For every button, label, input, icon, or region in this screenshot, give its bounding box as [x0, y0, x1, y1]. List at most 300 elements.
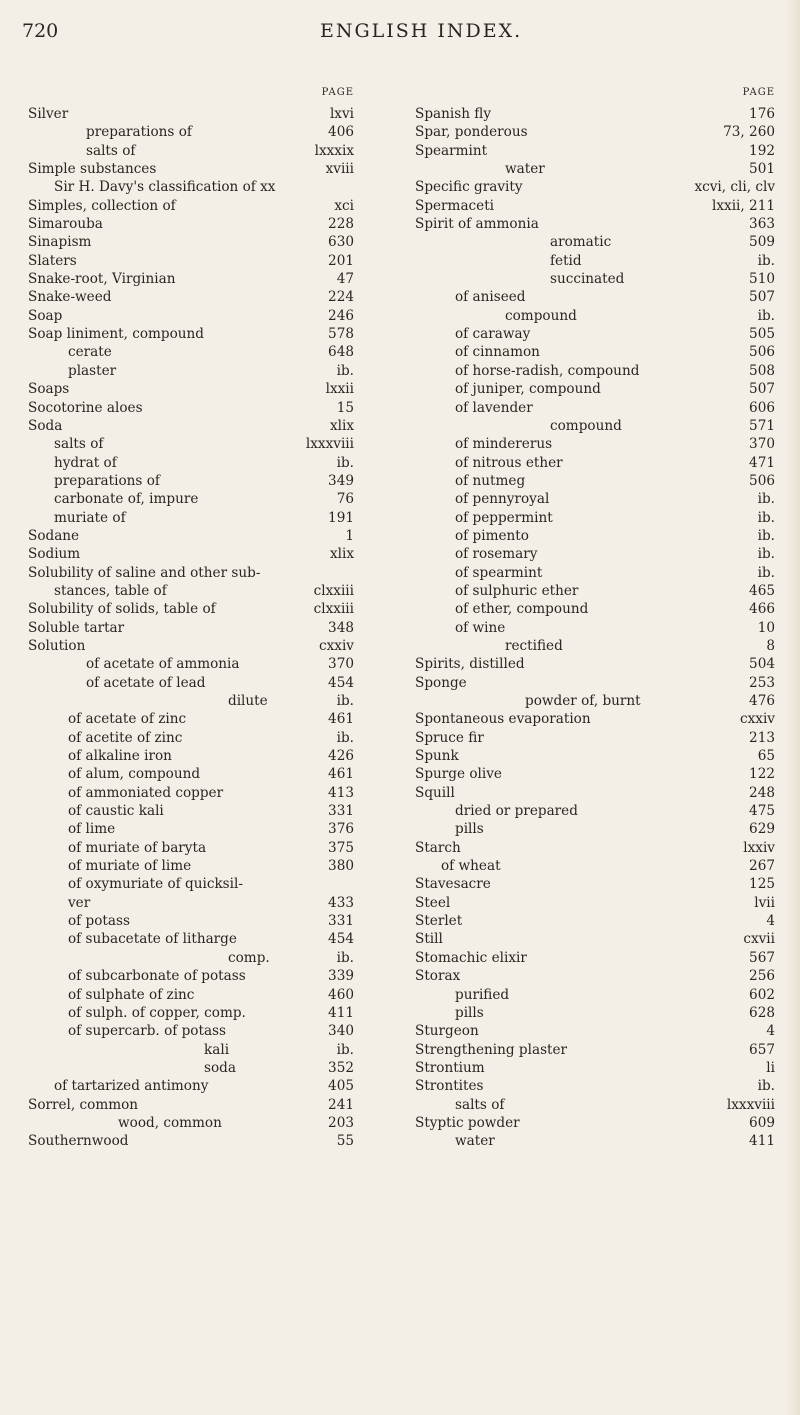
entry-page-ref: lxxxviii	[726, 1096, 775, 1113]
index-entry	[415, 233, 775, 251]
entry-page-ref: 176	[749, 106, 775, 122]
entry-page-ref: 411	[749, 1133, 775, 1150]
entry-term: of potass	[68, 913, 130, 930]
entry-term: Sodane	[28, 527, 80, 544]
entry-term: powder of, burnt	[525, 693, 641, 709]
entry-term: of spearmint	[455, 564, 543, 581]
entry-term: Storax	[415, 968, 461, 985]
entry-term: Sturgeon	[415, 1023, 479, 1040]
entry-term: Slaters	[28, 252, 77, 269]
page-number: 720	[22, 20, 59, 42]
entry-term: succinated	[550, 271, 625, 288]
entry-term: Solubility of solids, table of	[28, 601, 216, 618]
index-entry	[28, 270, 400, 288]
index-entry	[28, 784, 400, 802]
index-entry	[415, 875, 775, 893]
entry-page-ref: 267	[749, 858, 775, 875]
entry-page-ref: 628	[749, 1004, 775, 1021]
entry-page-ref: ib.	[336, 729, 354, 746]
entry-page-ref: 376	[328, 821, 354, 838]
entry-page-ref: 606	[749, 399, 775, 416]
entry-term: compound	[550, 417, 622, 434]
entry-term: of sulph. of copper, comp.	[68, 1004, 246, 1021]
entry-page-ref: 201	[328, 252, 354, 269]
entry-term: pills	[455, 1004, 484, 1021]
entry-page-ref: 213	[749, 729, 775, 746]
entry-term: of ether, compound	[455, 601, 589, 618]
entry-term: Soda	[28, 417, 63, 434]
entry-term: comp.	[228, 949, 270, 966]
entry-term: Steel	[415, 894, 451, 911]
index-entry	[28, 288, 400, 306]
entry-page-ref: 256	[749, 968, 775, 985]
entry-page-ref: ib.	[757, 527, 775, 544]
entry-page-ref: ib.	[757, 546, 775, 563]
index-entry	[28, 527, 400, 545]
entry-page-ref: 433	[328, 894, 354, 911]
entry-page-ref: ib.	[336, 949, 354, 966]
entry-page-ref: 629	[749, 821, 775, 838]
index-entry	[28, 197, 400, 215]
index-entry	[28, 930, 400, 948]
index-entry	[28, 509, 400, 527]
index-entry	[28, 582, 400, 600]
index-entry	[415, 1132, 775, 1150]
entry-term: Sinapism	[28, 234, 92, 251]
index-entry	[415, 674, 775, 692]
entry-term: Strengthening plaster	[415, 1041, 568, 1058]
entry-page-ref: 507	[749, 289, 775, 306]
entry-term: Simarouba	[28, 216, 103, 233]
entry-page-ref: 375	[328, 839, 354, 856]
entry-page-ref: 352	[328, 1059, 354, 1076]
entry-page-ref: 466	[749, 601, 775, 618]
entry-term: of subcarbonate of potass	[68, 968, 246, 985]
page-header	[0, 20, 800, 50]
entry-term: Sterlet	[415, 913, 463, 930]
entry-page-ref: 405	[328, 1078, 354, 1095]
entry-page-ref: 8	[766, 637, 775, 654]
index-entry	[415, 967, 775, 985]
entry-term: purified	[455, 986, 510, 1003]
index-entry	[28, 655, 400, 673]
entry-page-ref: 248	[749, 784, 775, 801]
index-entry	[415, 912, 775, 930]
index-entry	[28, 380, 400, 398]
entry-term: of supercarb. of potass	[68, 1023, 227, 1040]
entry-term: of caraway	[455, 326, 531, 343]
index-entry	[28, 1132, 400, 1150]
entry-page-ref: xci	[334, 197, 354, 214]
entry-page-ref: lxxxviii	[305, 436, 354, 453]
index-entry	[415, 930, 775, 948]
entry-page-ref: 253	[749, 674, 775, 691]
entry-term: salts of	[455, 1096, 505, 1113]
entry-term: of acetite of zinc	[68, 729, 183, 746]
entry-page-ref: ib.	[336, 454, 354, 471]
index-entry	[415, 105, 775, 123]
entry-term: muriate of	[54, 509, 126, 526]
entry-term: of muriate of lime	[68, 858, 192, 875]
entry-page-ref: 648	[328, 344, 354, 361]
entry-term: of sulphate of zinc	[68, 986, 195, 1003]
index-entry	[415, 215, 775, 233]
entry-term: preparations of	[86, 124, 192, 141]
entry-term: wood, common	[118, 1114, 222, 1131]
entry-page-ref: xlix	[329, 546, 354, 563]
entry-term: pills	[455, 821, 484, 838]
entry-page-ref: 506	[749, 344, 775, 361]
index-entry	[28, 123, 400, 141]
index-entry	[28, 362, 400, 380]
index-entry	[415, 380, 775, 398]
index-entry	[28, 417, 400, 435]
entry-page-ref: 370	[749, 436, 775, 453]
index-entry	[28, 178, 400, 196]
index-entry	[415, 729, 775, 747]
index-entry	[28, 967, 400, 985]
entry-page-ref: 47	[336, 271, 354, 288]
index-entry	[28, 765, 400, 783]
entry-term: ver	[68, 894, 91, 911]
entry-term: water	[505, 161, 545, 178]
index-entry	[415, 802, 775, 820]
entry-term: Soap liniment, compound	[28, 326, 205, 343]
index-entry	[415, 490, 775, 508]
entry-page-ref: ib.	[757, 1078, 775, 1095]
entry-page-ref: 331	[328, 913, 354, 930]
index-entry	[415, 454, 775, 472]
entry-page-ref: 224	[328, 289, 354, 306]
entry-page-ref: 471	[749, 454, 775, 471]
index-entry	[415, 142, 775, 160]
index-entry	[415, 527, 775, 545]
entry-page-ref: 10	[757, 619, 775, 636]
index-entry	[28, 307, 400, 325]
entry-term: kali	[204, 1041, 230, 1058]
index-entry	[415, 545, 775, 563]
index-entry	[28, 619, 400, 637]
entry-page-ref: 122	[749, 766, 775, 783]
entry-page-ref: ib.	[757, 252, 775, 269]
entry-page-ref: 411	[328, 1004, 354, 1021]
entry-page-ref: 4	[766, 913, 775, 930]
entry-term: Specific gravity	[415, 179, 523, 196]
entry-term: of rosemary	[455, 546, 538, 563]
entry-page-ref: 348	[328, 619, 354, 636]
page-edge-shadow	[786, 0, 800, 1415]
index-entry	[415, 582, 775, 600]
index-entry	[415, 1004, 775, 1022]
entry-page-ref: 426	[328, 748, 354, 765]
entry-page-ref: ib.	[757, 491, 775, 508]
entry-page-ref: 370	[328, 656, 354, 673]
entry-term: Spirit of ammonia	[415, 216, 539, 233]
index-entry	[415, 1022, 775, 1040]
entry-term: of acetate of zinc	[68, 711, 187, 728]
entry-page-ref: 508	[749, 362, 775, 379]
entry-term: Snake-weed	[28, 289, 112, 306]
entry-term: stances, table of	[54, 582, 167, 599]
index-entry	[28, 399, 400, 417]
entry-term: of wheat	[441, 858, 501, 875]
index-entry	[415, 288, 775, 306]
entry-term: of sulphuric ether	[455, 582, 579, 599]
entry-term: of lime	[68, 821, 116, 838]
entry-page-ref: ib.	[757, 509, 775, 526]
entry-term: of pennyroyal	[455, 491, 550, 508]
entry-page-ref: 507	[749, 381, 775, 398]
index-entry	[415, 857, 775, 875]
entry-term: Snake-root, Virginian	[28, 271, 176, 288]
entry-page-ref: 246	[328, 307, 354, 324]
entry-page-ref: 191	[328, 509, 354, 526]
entry-term: carbonate of, impure	[54, 491, 199, 508]
index-entry	[28, 600, 400, 618]
entry-page-ref: clxxiii	[313, 582, 354, 599]
entry-term: Sponge	[415, 674, 467, 691]
entry-page-ref: lxxii, 211	[712, 197, 775, 214]
entry-page-ref: 413	[328, 784, 354, 801]
entry-page-ref: 505	[749, 326, 775, 343]
entry-page-ref: 506	[749, 472, 775, 489]
entry-page-ref: 203	[328, 1114, 354, 1131]
index-entry	[415, 178, 775, 196]
entry-page-ref: cxvii	[743, 931, 775, 948]
index-entry	[415, 600, 775, 618]
index-entry	[415, 123, 775, 141]
entry-page-ref: 465	[749, 582, 775, 599]
entry-page-ref: 454	[328, 674, 354, 691]
entry-term: Silver	[28, 106, 69, 122]
index-entry	[415, 1077, 775, 1095]
entry-term: of oxymuriate of quicksil-	[68, 876, 243, 893]
entry-term: dried or prepared	[455, 803, 578, 820]
entry-term: compound	[505, 307, 577, 324]
entry-term: Still	[415, 931, 443, 948]
index-entry	[415, 692, 775, 710]
entry-page-ref: li	[766, 1059, 775, 1076]
index-entry	[28, 692, 400, 710]
entry-page-ref: 406	[328, 124, 354, 141]
entry-term: of lavender	[455, 399, 533, 416]
entry-page-ref: 510	[749, 271, 775, 288]
index-entry	[28, 1022, 400, 1040]
entry-page-ref: 460	[328, 986, 354, 1003]
entry-page-ref: 454	[328, 931, 354, 948]
index-entry	[28, 160, 400, 178]
entry-term: Squill	[415, 784, 455, 801]
entry-term: Solution	[28, 637, 86, 654]
entry-page-ref: cxxiv	[740, 711, 775, 728]
entry-term: of aniseed	[455, 289, 526, 306]
index-entry	[28, 564, 400, 582]
index-entry	[28, 912, 400, 930]
entry-term: Simples, collection of	[28, 197, 176, 214]
entry-term: Soaps	[28, 381, 70, 398]
index-entry	[415, 509, 775, 527]
entry-term: Stomachic elixir	[415, 949, 527, 966]
entry-term: Solubility of saline and other sub-	[28, 564, 261, 581]
index-entry	[28, 802, 400, 820]
entry-page-ref: 1	[345, 527, 354, 544]
index-entry	[28, 729, 400, 747]
index-entry	[28, 215, 400, 233]
index-entry	[28, 839, 400, 857]
entry-term: hydrat of	[54, 454, 117, 471]
index-entry	[415, 1041, 775, 1059]
entry-page-ref: 657	[749, 1041, 775, 1058]
entry-term: Sorrel, common	[28, 1096, 139, 1113]
entry-page-ref: 363	[749, 216, 775, 233]
entry-page-ref: clxxiii	[313, 601, 354, 618]
entry-term: Starch	[415, 839, 461, 856]
index-entry	[415, 820, 775, 838]
entry-page-ref: 380	[328, 858, 354, 875]
entry-term: of tartarized antimony	[54, 1078, 209, 1095]
entry-term: Styptic powder	[415, 1114, 520, 1131]
index-entry	[28, 472, 400, 490]
entry-term: Spearmint	[415, 142, 488, 159]
entry-page-ref: 509	[749, 234, 775, 251]
right-index-column	[415, 87, 775, 1151]
index-entry	[28, 454, 400, 472]
entry-page-ref: 461	[328, 766, 354, 783]
entry-term: Socotorine aloes	[28, 399, 143, 416]
entry-term: Spruce fir	[415, 729, 484, 746]
entry-term: water	[455, 1133, 495, 1150]
entry-term: aromatic	[550, 234, 612, 251]
index-entry	[28, 1114, 400, 1132]
entry-page-ref: 349	[328, 472, 354, 489]
entry-term: of cinnamon	[455, 344, 540, 361]
entry-page-ref: ib.	[336, 693, 354, 709]
entry-term: dilute	[228, 693, 268, 709]
entry-page-ref: lvii	[754, 894, 775, 911]
entry-term: of horse-radish, compound	[455, 362, 640, 379]
entry-page-ref: 15	[336, 399, 354, 416]
index-entry	[415, 986, 775, 1004]
left-index-column	[28, 87, 400, 1151]
index-entry	[28, 710, 400, 728]
index-entry	[28, 1004, 400, 1022]
index-entry	[28, 820, 400, 838]
index-entry	[28, 1096, 400, 1114]
index-entry	[28, 343, 400, 361]
index-entry	[28, 252, 400, 270]
entry-page-ref: 602	[749, 986, 775, 1003]
entry-term: of muriate of baryta	[68, 839, 207, 856]
entry-page-ref: 475	[749, 803, 775, 820]
index-entry	[28, 142, 400, 160]
entry-term: Spanish fly	[415, 106, 492, 122]
index-entry	[415, 765, 775, 783]
index-entry	[415, 399, 775, 417]
entry-page-ref: 192	[749, 142, 775, 159]
entry-term: of peppermint	[455, 509, 553, 526]
entry-term: of caustic kali	[68, 803, 164, 820]
entry-term: Sodium	[28, 546, 81, 563]
index-entry	[415, 710, 775, 728]
index-entry	[28, 1077, 400, 1095]
index-entry	[28, 105, 400, 123]
entry-term: of wine	[455, 619, 506, 636]
entry-term: of nitrous ether	[455, 454, 563, 471]
entry-page-ref: ib.	[757, 307, 775, 324]
entry-term: salts of	[54, 436, 104, 453]
entry-page-ref: 76	[336, 491, 354, 508]
index-entry	[28, 545, 400, 563]
page-column-label: PAGE	[742, 87, 775, 98]
index-entry	[415, 472, 775, 490]
index-entry	[415, 270, 775, 288]
index-entry	[415, 747, 775, 765]
entry-term: fetid	[550, 252, 582, 269]
entry-page-ref: 578	[328, 326, 354, 343]
entry-term: Spurge olive	[415, 766, 502, 783]
entry-term: rectified	[505, 637, 563, 654]
entry-term: preparations of	[54, 472, 160, 489]
entry-page-ref: cxxiv	[319, 637, 354, 654]
entry-term: cerate	[68, 344, 112, 361]
index-entry	[28, 875, 400, 893]
index-entry	[28, 747, 400, 765]
index-entry	[28, 1059, 400, 1077]
index-entry	[415, 307, 775, 325]
entry-page-ref: xlix	[329, 417, 354, 434]
index-entry	[415, 343, 775, 361]
entry-page-ref: 571	[749, 417, 775, 434]
entry-term: Spermaceti	[415, 197, 495, 214]
entry-page-ref: 340	[328, 1023, 354, 1040]
index-entry	[28, 490, 400, 508]
index-entry	[415, 197, 775, 215]
index-entry	[415, 949, 775, 967]
entry-term: of mindererus	[455, 436, 553, 453]
entry-term: salts of	[86, 142, 136, 159]
index-entry	[415, 1059, 775, 1077]
entry-page-ref: 228	[328, 216, 354, 233]
index-entry	[415, 619, 775, 637]
index-entry	[415, 362, 775, 380]
index-entry	[415, 894, 775, 912]
running-title: ENGLISH INDEX.	[320, 20, 523, 42]
entry-page-ref: lxvi	[329, 106, 354, 122]
index-entry	[28, 1041, 400, 1059]
index-entry	[28, 233, 400, 251]
entry-page-ref: ib.	[336, 362, 354, 379]
entry-page-ref: 609	[749, 1114, 775, 1131]
entry-term: Stavesacre	[415, 876, 491, 893]
page-column-label: PAGE	[321, 87, 354, 98]
entry-term: of pimento	[455, 527, 529, 544]
entry-term: of juniper, compound	[455, 381, 601, 398]
entry-term: of alkaline iron	[68, 748, 172, 765]
entry-term: Soluble tartar	[28, 619, 125, 636]
index-entry	[415, 839, 775, 857]
entry-page-ref: 125	[749, 876, 775, 893]
entry-page-ref: ib.	[336, 1041, 354, 1058]
entry-term: Strontium	[415, 1059, 485, 1076]
entry-term: of alum, compound	[68, 766, 201, 783]
index-entry	[415, 252, 775, 270]
entry-page-ref: 461	[328, 711, 354, 728]
entry-page-ref: 65	[757, 748, 775, 765]
index-entry	[28, 949, 400, 967]
entry-page-ref: 476	[749, 693, 775, 709]
entry-page-ref: 501	[749, 161, 775, 178]
entry-term: plaster	[68, 362, 117, 379]
